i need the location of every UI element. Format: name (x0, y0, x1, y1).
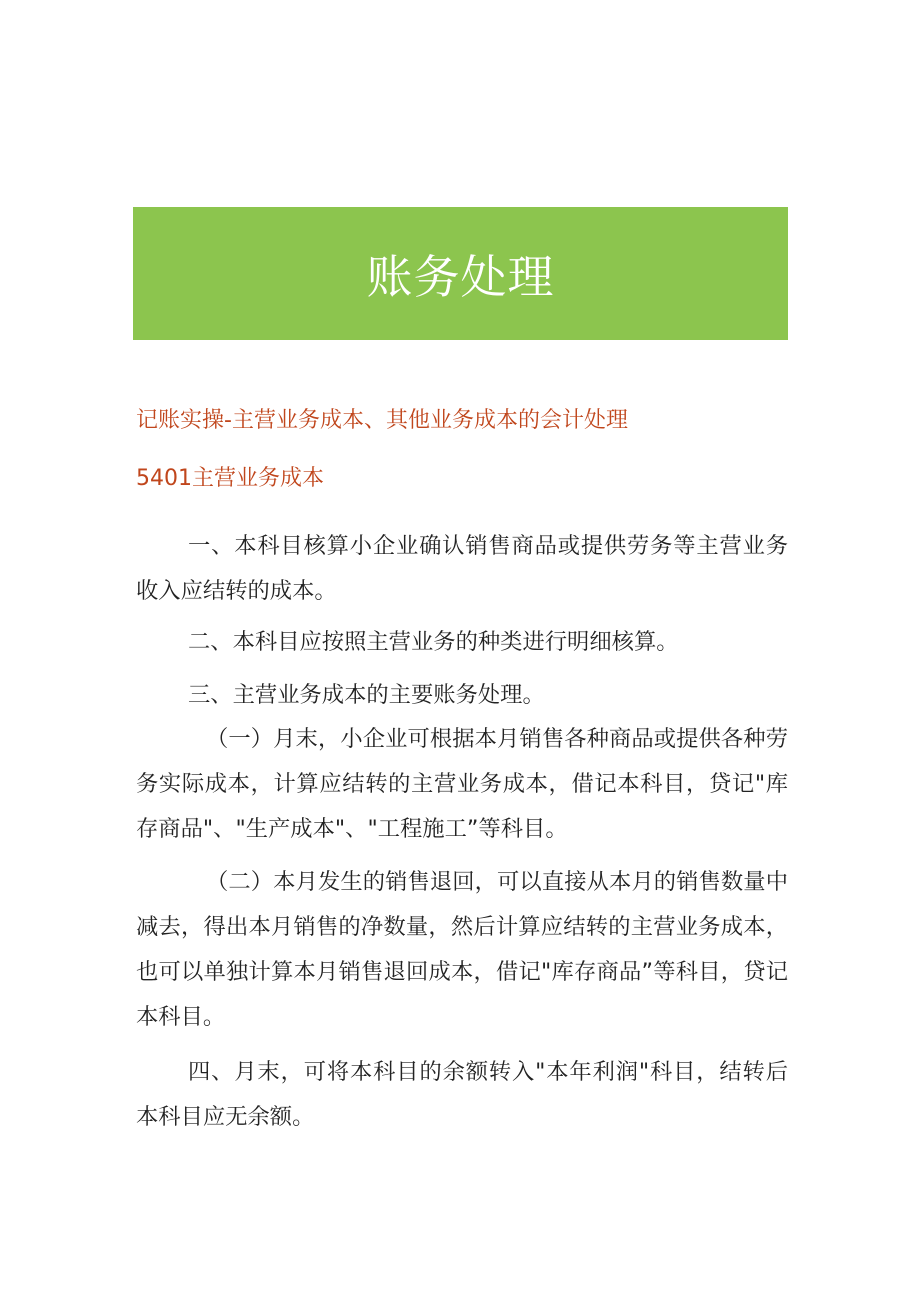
paragraph-text: 二、本科目应按照主营业务的种类进行明细核算。 (188, 629, 679, 655)
paragraph-text: 四、月末，可将本科目的余额转入"本年利润"科目，结转后本科目应无余额。 (136, 1059, 788, 1130)
paragraph-text: 三、主营业务成本的主要账务处理。 (188, 682, 545, 708)
title-banner (133, 207, 788, 340)
paragraph-1 (136, 524, 788, 614)
section-heading: 记账实操-主营业务成本、其他业务成本的会计处理 (136, 408, 628, 433)
paragraph-5 (136, 860, 788, 1040)
paragraph-text: （一）月末，小企业可根据本月销售各种商品或提供各种劳务实际成本，计算应结转的主营业务成本，借记本科目，贷记"库存商品"、"生产成本"、"工程施工”等科目。 (136, 726, 788, 842)
paragraph-text: 一、本科目核算小企业确认销售商品或提供劳务等主营业务收入应结转的成本。 (136, 533, 788, 604)
paragraph-4 (136, 717, 788, 852)
paragraph-6 (136, 1050, 788, 1140)
paragraph-3 (136, 673, 788, 718)
paragraph-2 (136, 620, 788, 665)
paragraph-text: （二）本月发生的销售退回，可以直接从本月的销售数量中减去，得出本月销售的净数量，然后计算应结转的主营业务成本，也可以单独计算本月销售退回成本，借记"库存商品”等科目，贷记本科目。 (136, 869, 788, 1030)
account-code-heading: 5401主营业务成本 (136, 466, 324, 491)
page-title: 账务处理 (366, 249, 555, 304)
